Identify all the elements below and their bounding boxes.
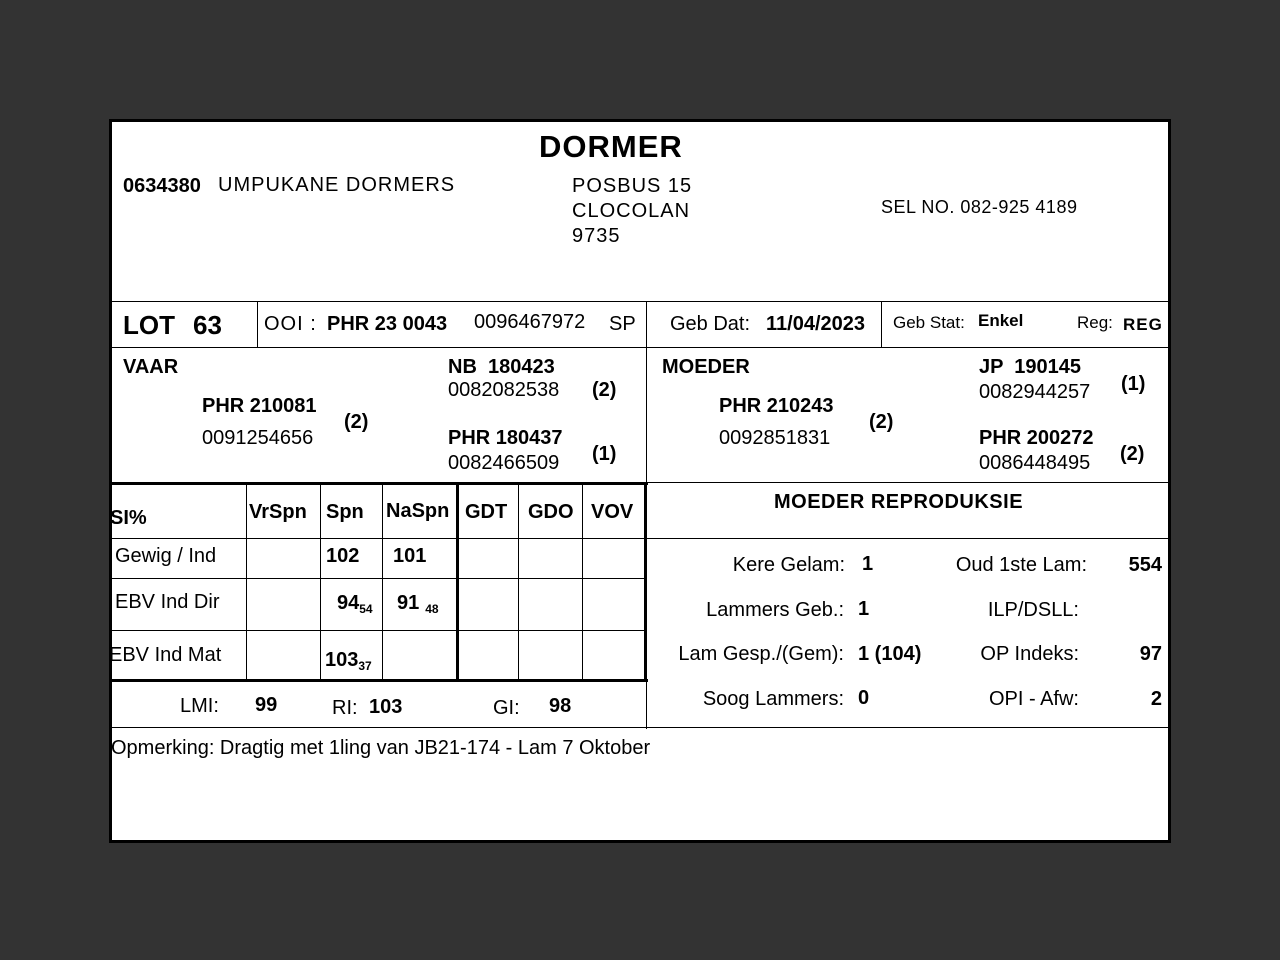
lambings-label: Kere Gelam: bbox=[732, 554, 845, 576]
lambs-weaned-label: Lam Gesp./(Gem): bbox=[678, 643, 844, 665]
dam-dam-mark: (2) bbox=[1120, 443, 1145, 465]
row-ebv-dir-naspn-accuracy: 48 bbox=[425, 602, 439, 616]
address-line1: POSBUS 15 bbox=[572, 175, 693, 197]
row-ebv-dir-spn-accuracy: 54 bbox=[359, 602, 373, 616]
sire-id: PHR 210081 bbox=[202, 395, 317, 417]
gi-value: 98 bbox=[549, 695, 572, 717]
op-index-value: 97 bbox=[1139, 643, 1162, 665]
ri-label: RI: bbox=[332, 697, 358, 719]
row-weight-naspn: 101 bbox=[393, 545, 427, 567]
breed-title: DORMER bbox=[539, 129, 683, 164]
suckling-lambs-value: 0 bbox=[858, 687, 870, 709]
birth-date-label: Geb Dat: bbox=[670, 313, 751, 335]
row-ebv-dir-naspn-value: 91 bbox=[397, 592, 420, 614]
col-naspn: NaSpn bbox=[386, 500, 450, 522]
birth-status: Enkel bbox=[978, 311, 1024, 330]
ewe-label: OOI : bbox=[264, 313, 317, 335]
col-vov: VOV bbox=[591, 501, 634, 523]
sire-sire-number: 0082082538 bbox=[448, 379, 560, 401]
row-ebv-mat-spn bbox=[325, 650, 372, 672]
gi-label: GI: bbox=[493, 697, 520, 719]
row-ebv-dir-spn-value: 94 bbox=[337, 592, 360, 614]
sire-dam-id: PHR 180437 bbox=[448, 427, 563, 449]
row-weight-spn: 102 bbox=[326, 545, 360, 567]
sire-sire-mark: (2) bbox=[592, 379, 617, 401]
ewe-id: PHR 23 0043 bbox=[327, 313, 448, 335]
dam-mark: (2) bbox=[869, 411, 894, 433]
birth-date: 11/04/2023 bbox=[766, 313, 865, 335]
lambings-value: 1 bbox=[862, 553, 874, 575]
lambs-born-label: Lammers Geb.: bbox=[706, 599, 844, 621]
sire-sire-id: NB 180423 bbox=[448, 356, 555, 378]
dam-dam-id: PHR 200272 bbox=[979, 427, 1094, 449]
col-gdo: GDO bbox=[528, 501, 574, 523]
row-ebv-dir-label: EBV Ind Dir bbox=[115, 591, 220, 613]
reg-label: Reg: bbox=[1077, 313, 1113, 332]
row-ebv-mat-spn-value: 103 bbox=[325, 649, 359, 671]
age-first-lamb-label: Oud 1ste Lam: bbox=[955, 554, 1087, 576]
row-ebv-dir-naspn bbox=[397, 593, 439, 615]
age-first-lamb-value: 554 bbox=[1128, 554, 1162, 576]
dam-number: 0092851831 bbox=[719, 427, 831, 449]
repro-title: MOEDER REPRODUKSIE bbox=[774, 491, 1024, 513]
lot-label: LOT bbox=[123, 310, 175, 340]
lot-number: 63 bbox=[193, 310, 222, 340]
address-line2: CLOCOLAN bbox=[572, 200, 691, 222]
dam-id: PHR 210243 bbox=[719, 395, 834, 417]
opi-deviation-label: OPI - Afw: bbox=[988, 688, 1079, 710]
dam-sire-id: JP 190145 bbox=[979, 356, 1081, 378]
address-line3: 9735 bbox=[572, 225, 621, 247]
breeder-name: UMPUKANE DORMERS bbox=[218, 174, 456, 196]
row-weight-label: Gewig / Ind bbox=[115, 545, 217, 567]
col-si: SI% bbox=[110, 507, 147, 529]
sire-label: VAAR bbox=[123, 356, 179, 378]
op-index-label: OP Indeks: bbox=[980, 643, 1079, 665]
row-ebv-dir-spn bbox=[337, 593, 373, 615]
sire-dam-number: 0082466509 bbox=[448, 452, 560, 474]
reg-value: REG bbox=[1123, 315, 1163, 334]
ewe-reg-number: 0096467972 bbox=[474, 311, 586, 333]
lambs-born-value: 1 bbox=[858, 598, 870, 620]
dam-sire-mark: (1) bbox=[1121, 373, 1146, 395]
col-gdt: GDT bbox=[465, 501, 508, 523]
sire-number: 0091254656 bbox=[202, 427, 314, 449]
lmi-value: 99 bbox=[255, 694, 278, 716]
sire-mark: (2) bbox=[344, 411, 369, 433]
row-ebv-mat-label: EBV Ind Mat bbox=[109, 644, 222, 666]
ilp-label: ILP/DSLL: bbox=[987, 599, 1079, 621]
lambs-weaned-value: 1 (104) bbox=[858, 643, 922, 665]
remarks: Opmerking: Dragtig met 1ling van JB21-174 - Lam 7 Oktober bbox=[111, 737, 651, 759]
lmi-label: LMI: bbox=[180, 695, 219, 717]
sire-dam-mark: (1) bbox=[592, 443, 617, 465]
cell-number: SEL NO. 082-925 4189 bbox=[881, 197, 1078, 217]
col-spn: Spn bbox=[326, 501, 364, 523]
ewe-class: SP bbox=[609, 313, 636, 335]
col-vrspn: VrSpn bbox=[249, 501, 307, 523]
breeder-number: 0634380 bbox=[123, 175, 201, 197]
suckling-lambs-label: Soog Lammers: bbox=[702, 688, 844, 710]
ri-value: 103 bbox=[369, 696, 403, 718]
dam-dam-number: 0086448495 bbox=[979, 452, 1091, 474]
row-ebv-mat-spn-accuracy: 37 bbox=[358, 659, 372, 673]
birth-status-label: Geb Stat: bbox=[893, 313, 965, 332]
dam-sire-number: 0082944257 bbox=[979, 381, 1091, 403]
opi-deviation-value: 2 bbox=[1150, 688, 1162, 710]
lot-card bbox=[109, 119, 1171, 843]
dam-label: MOEDER bbox=[662, 356, 750, 378]
